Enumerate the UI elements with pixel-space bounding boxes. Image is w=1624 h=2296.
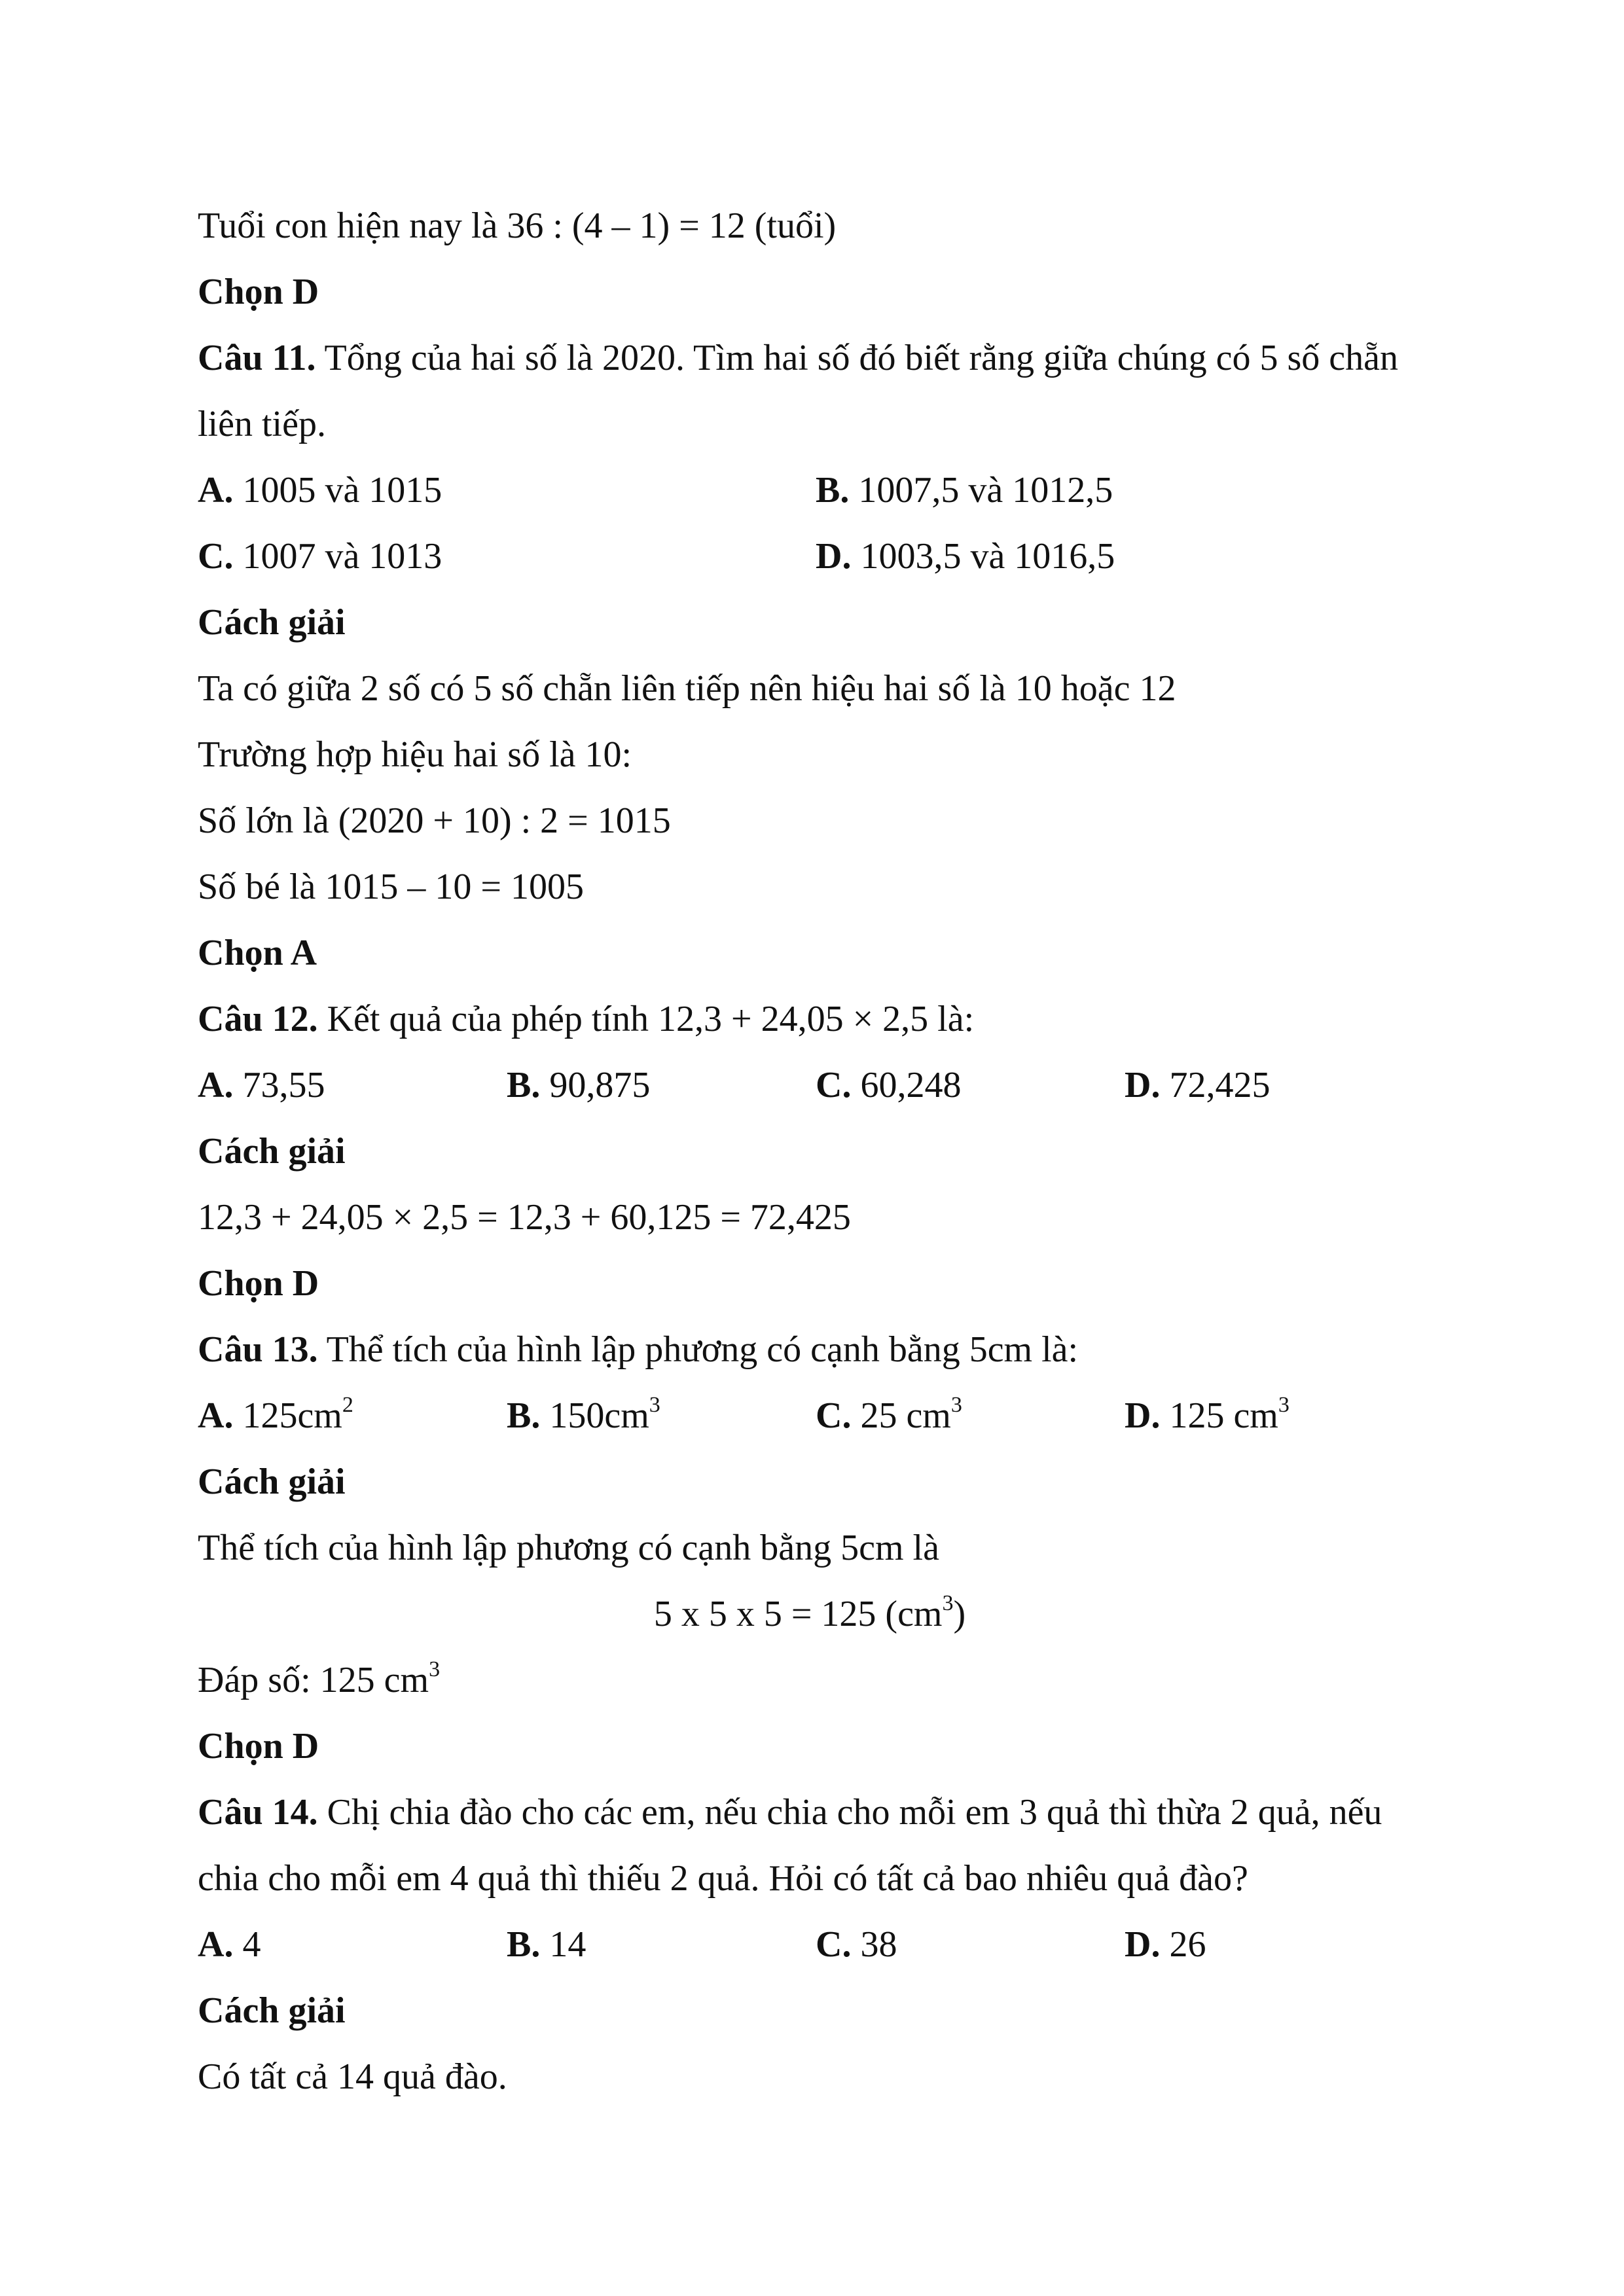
solution-line: Trường hợp hiệu hai số là 10: [198,734,632,775]
option-b [816,457,1434,524]
solution-line: 12,3 + 24,05 × 2,5 = 12,3 + 60,125 = 72,425 [198,1197,851,1238]
option-c [816,1383,1125,1449]
superscript: 3 [429,1657,441,1682]
option-letter: D. [1125,1395,1161,1436]
question-14 [198,1780,1441,1846]
options-row [198,1383,1441,1449]
option-letter: D. [816,536,852,577]
superscript: 3 [1278,1393,1290,1418]
question-text: Chị chia đào cho các em, nếu chia cho mỗi em 3 quả thì thừa 2 quả, nếu [317,1792,1382,1833]
question-text-continued: liên tiếp. [198,404,326,444]
option-a [198,457,816,524]
option-text: 1007,5 và 1012,5 [849,470,1113,511]
options-row [198,457,1441,524]
option-c [816,1052,1125,1119]
formula-text-end: ) [953,1594,966,1634]
option-text: 125 cm [1160,1395,1278,1436]
option-letter: B. [507,1924,541,1965]
option-text: 1003,5 và 1016,5 [851,536,1115,577]
option-text: 73,55 [233,1065,325,1105]
options-row [198,1912,1441,1978]
option-b [507,1052,816,1119]
option-text: 1007 và 1013 [233,536,442,577]
option-text: 1005 và 1015 [233,470,442,511]
superscript: 3 [942,1591,954,1616]
option-d [1125,1383,1434,1449]
answer-choice: Chọn D [198,272,319,312]
answer-text: Đáp số: 125 cm [198,1660,429,1700]
option-d [1125,1052,1434,1119]
question-text: Kết quả của phép tính 12,3 + 24,05 × 2,5 là: [317,999,975,1039]
question-text: Tổng của hai số là 2020. Tìm hai số đó biết rằng giữa chúng có 5 số chẵn [316,338,1399,378]
solution-heading: Cách giải [198,602,346,643]
question-text-continued: chia cho mỗi em 4 quả thì thiếu 2 quả. Hỏi có tất cả bao nhiêu quả đào? [198,1858,1248,1899]
solution-line: Số bé là 1015 – 10 = 1005 [198,867,584,907]
superscript: 3 [649,1393,660,1418]
option-text: 60,248 [851,1065,962,1105]
option-letter: C. [198,536,234,577]
question-12 [198,986,1441,1052]
text-line: Tuổi con hiện nay là 36 : (4 – 1) = 12 (tuổi) [198,206,837,246]
option-text: 26 [1160,1924,1206,1965]
superscript: 3 [950,1393,962,1418]
option-a [198,1383,507,1449]
option-text: 38 [851,1924,897,1965]
question-label: Câu 14. [198,1792,318,1833]
final-answer [198,1647,1441,1713]
solution-heading: Cách giải [198,1990,346,2031]
option-b [507,1912,816,1978]
option-text: 72,425 [1160,1065,1271,1105]
option-a [198,1052,507,1119]
option-letter: C. [816,1924,852,1965]
option-text: 14 [540,1924,586,1965]
solution-line: Ta có giữa 2 số có 5 số chẵn liên tiếp nên hiệu hai số là 10 hoặc 12 [198,668,1176,709]
question-label: Câu 12. [198,999,318,1039]
option-letter: A. [198,1924,234,1965]
options-row [198,524,1441,590]
option-d [816,524,1434,590]
document-page [198,193,1441,2110]
option-c [816,1912,1125,1978]
option-letter: D. [1125,1924,1161,1965]
solution-line: Thể tích của hình lập phương có cạnh bằng 5cm là [198,1528,939,1568]
option-d [1125,1912,1434,1978]
solution-formula [198,1581,1441,1647]
option-text: 90,875 [540,1065,651,1105]
formula-text: 5 x 5 x 5 = 125 (cm [653,1594,943,1634]
option-letter: C. [816,1395,852,1436]
option-text: 4 [233,1924,261,1965]
question-text: Thể tích của hình lập phương có cạnh bằng 5cm là: [317,1329,1079,1370]
solution-line: Số lớn là (2020 + 10) : 2 = 1015 [198,800,671,841]
option-letter: A. [198,1065,234,1105]
answer-choice: Chọn D [198,1726,319,1767]
solution-line: Có tất cả 14 quả đào. [198,2056,507,2097]
option-text: 150cm [540,1395,649,1436]
option-b [507,1383,816,1449]
option-a [198,1912,507,1978]
option-letter: C. [816,1065,852,1105]
option-letter: A. [198,470,234,511]
answer-choice: Chọn A [198,933,317,973]
option-c [198,524,816,590]
question-13 [198,1317,1441,1383]
superscript: 2 [342,1393,353,1418]
option-text: 125cm [233,1395,342,1436]
option-letter: B. [507,1395,541,1436]
option-letter: B. [816,470,850,511]
solution-heading: Cách giải [198,1131,346,1172]
question-label: Câu 11. [198,338,316,378]
answer-choice: Chọn D [198,1263,319,1304]
solution-heading: Cách giải [198,1462,346,1502]
options-row [198,1052,1441,1119]
option-letter: D. [1125,1065,1161,1105]
option-letter: A. [198,1395,234,1436]
question-label: Câu 13. [198,1329,318,1370]
question-11 [198,325,1441,391]
option-text: 25 cm [851,1395,951,1436]
option-letter: B. [507,1065,541,1105]
